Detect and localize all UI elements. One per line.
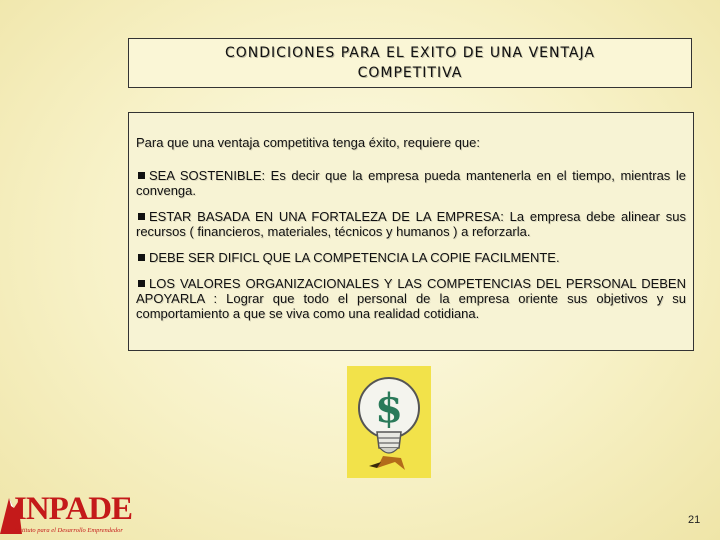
bullet-text: DEBE SER DIFICL QUE LA COMPETENCIA LA COPIE FACILMENTE.: [149, 250, 560, 265]
bullet-text: ESTAR BASADA EN UNA FORTALEZA DE LA EMPRESA: La empresa debe alinear sus recursos ( financieros, materiales, técnicos y humanos ) a reforzarla.: [136, 209, 686, 239]
bullet-square-icon: [138, 172, 145, 179]
logo-tagline: Instituto para el Desarrollo Emprendedor: [14, 527, 123, 534]
bullet-item: [136, 250, 686, 265]
page-number: 21: [688, 514, 701, 526]
bullet-item: [136, 276, 686, 321]
dollar-lightbulb-illustration: [347, 366, 431, 478]
intro-text: Para que una ventaja competitiva tenga éxito, requiere que:: [136, 135, 481, 150]
bullet-square-icon: [138, 213, 145, 220]
bullet-item: [136, 168, 686, 198]
inpade-logo: [0, 488, 133, 540]
bullet-item: [136, 209, 686, 239]
dollar-sign: $: [375, 385, 403, 432]
title-line-2: COMPETITIVA: [357, 65, 463, 81]
bullet-square-icon: [138, 254, 145, 261]
bullet-text: SEA SOSTENIBLE: Es decir que la empresa pueda mantenerla en el tiempo, mientras le convenga.: [136, 168, 686, 198]
content-panel: [128, 112, 694, 351]
bullet-text: LOS VALORES ORGANIZACIONALES Y LAS COMPETENCIAS DEL PERSONAL DEBEN APOYARLA : Lograr que todo el personal de la empresa oriente sus objetivos y su comportamiento a que se viva como una realidad cotidiana.: [136, 276, 686, 321]
title-line-1: CONDICIONES PARA EL EXITO DE UNA VENTAJA: [225, 45, 595, 61]
dollar-lightbulb-icon: [347, 366, 431, 478]
logo-name: INPADE: [14, 491, 133, 527]
slide-title: [128, 38, 692, 88]
bullet-square-icon: [138, 280, 145, 287]
